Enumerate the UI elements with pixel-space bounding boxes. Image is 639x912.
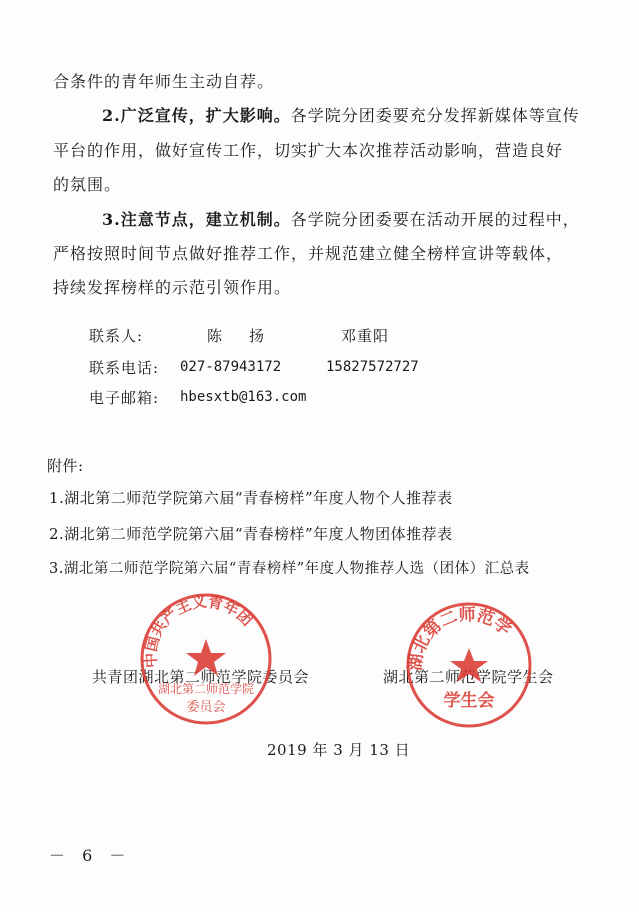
paragraph-2-line-2: 平台的作用，做好宣传工作，切实扩大本次推荐活动影响，营造良好 <box>53 141 564 160</box>
contact-email-label: 电子邮箱: <box>89 389 160 407</box>
paragraph-2-heading: 2.广泛宣传，扩大影响。 <box>102 106 291 125</box>
attachment-item-2: 2.湖北第二师范学院第六届“青春榜样”年度人物团体推荐表 <box>49 525 453 543</box>
signature-left: 共青团湖北第二师范学院委员会 <box>92 668 310 686</box>
body-line-1: 合条件的青年师生主动自荐。 <box>53 72 275 91</box>
contact-phone-1: 027-87943172 <box>180 359 282 375</box>
left-seal-inner-line-1: 湖北第二师范学院 <box>157 682 255 696</box>
right-seal-inner: 学生会 <box>443 691 495 711</box>
contact-phone-2: 15827572727 <box>326 359 419 375</box>
star-icon <box>450 648 488 682</box>
paragraph-3-line-3: 持续发挥榜样的示范引领作用。 <box>53 278 292 297</box>
left-seal-ring-text: 中国共产主义青年团 <box>141 592 257 669</box>
document-date: 2019 年 3 月 13 日 <box>267 741 411 759</box>
star-icon <box>186 639 226 676</box>
paragraph-3-line-2: 严格按照时间节点做好推荐工作，并规范建立健全榜样宣讲等载体， <box>53 244 564 263</box>
attachment-item-3: 3.湖北第二师范学院第六届“青春榜样”年度人物推荐人选（团体）汇总表 <box>49 561 530 577</box>
paragraph-2-text-1: 各学院分团委要充分发挥新媒体等宣传 <box>290 106 580 125</box>
paragraph-2-line-3: 的氛围。 <box>53 175 122 194</box>
contact-person-2: 邓重阳 <box>341 327 390 345</box>
left-seal-inner-line-2: 委员会 <box>186 700 226 715</box>
paragraph-3-text-1: 各学院分团委要在活动开展的过程中， <box>290 210 580 229</box>
paragraph-2-line-1 <box>102 106 580 126</box>
youth-league-seal <box>138 591 274 727</box>
attachments-title: 附件: <box>47 457 84 475</box>
signature-right: 湖北第二师范学院学生会 <box>383 668 554 686</box>
student-union-seal <box>404 600 534 730</box>
contact-email: hbesxtb@163.com <box>180 389 307 405</box>
right-seal-ring-text: 湖北第二师范学 <box>405 604 515 672</box>
attachment-item-1: 1.湖北第二师范学院第六届“青春榜样”年度人物个人推荐表 <box>49 489 453 507</box>
contact-phone-label: 联系电话: <box>89 359 160 377</box>
paragraph-3-heading: 3.注意节点，建立机制。 <box>102 210 291 229</box>
contact-person-label: 联系人: <box>89 327 144 345</box>
page-number: － 6 － <box>49 846 132 865</box>
paragraph-3-line-1 <box>102 210 580 230</box>
contact-person-1: 陈 扬 <box>207 327 271 345</box>
